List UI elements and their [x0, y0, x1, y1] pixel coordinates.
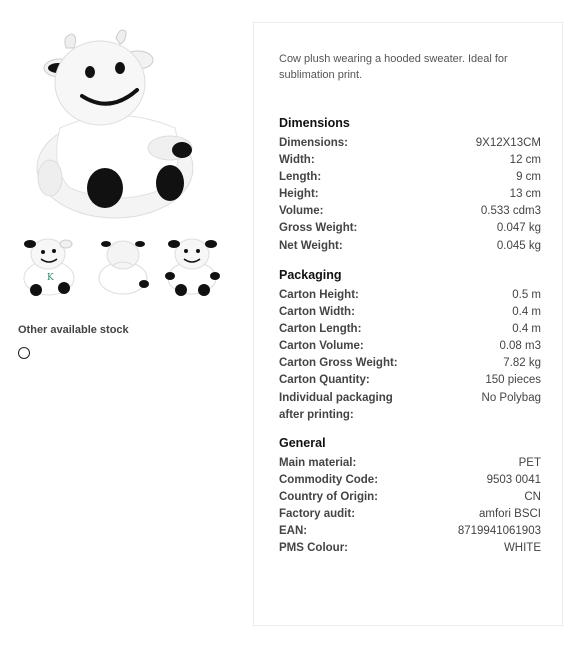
- spec-label: PMS Colour:: [279, 542, 348, 555]
- spec-row: [279, 186, 541, 203]
- spec-row: [279, 220, 541, 237]
- spec-row: [279, 321, 541, 338]
- spec-row: [279, 540, 541, 557]
- spec-row: [279, 355, 541, 372]
- spec-row: [279, 135, 541, 152]
- spec-value: WHITE: [503, 542, 541, 555]
- spec-label: Width:: [279, 154, 315, 167]
- spec-row: [279, 287, 541, 304]
- stock-radio-button[interactable]: [18, 347, 30, 359]
- spec-label: Gross Weight:: [279, 222, 358, 235]
- product-description: Cow plush wearing a hooded sweater. Ideal for sublimation print.: [279, 53, 508, 81]
- thumbnail-front-logo[interactable]: [18, 228, 80, 298]
- spec-value: 0.045 kg: [496, 239, 541, 252]
- spec-label: Carton Width:: [279, 306, 355, 319]
- general-section: [279, 435, 541, 558]
- spec-label: Dimensions:: [279, 137, 349, 149]
- spec-label: Carton Quantity:: [279, 374, 370, 387]
- spec-row: [279, 455, 541, 472]
- spec-label: Commodity Code:: [279, 474, 379, 487]
- spec-value: amfori BSCI: [479, 508, 541, 521]
- packaging-section: [279, 267, 541, 424]
- spec-row: [279, 338, 541, 355]
- spec-row: [279, 372, 541, 389]
- spec-row: [279, 238, 541, 255]
- svg-text:K: K: [47, 273, 54, 283]
- spec-row: [279, 203, 541, 220]
- other-stock-label: Other available stock: [18, 324, 129, 336]
- spec-row: [279, 169, 541, 186]
- product-gallery: [0, 0, 250, 651]
- spec-label: Net Weight:: [279, 239, 343, 252]
- thumbnail-back[interactable]: [92, 228, 154, 298]
- spec-row: [279, 506, 541, 523]
- spec-value: 0.533 cdm3: [480, 205, 541, 218]
- spec-value: 150 pieces: [485, 374, 541, 387]
- dimensions-section: [279, 115, 541, 255]
- spec-row: [279, 489, 541, 506]
- spec-label: Height:: [279, 188, 319, 201]
- spec-row: [279, 472, 541, 489]
- spec-value: 13 cm: [509, 188, 541, 201]
- spec-value: 9X12X13CM: [475, 137, 541, 149]
- spec-value: 0.08 m3: [499, 340, 541, 353]
- spec-value: 0.4 m: [512, 306, 541, 319]
- spec-value: 0.5 m: [512, 289, 541, 301]
- spec-label: Carton Gross Weight:: [279, 357, 398, 370]
- spec-label: Carton Height:: [279, 289, 359, 301]
- spec-value: 9503 0041: [486, 474, 541, 487]
- spec-label: Country of Origin:: [279, 491, 379, 504]
- spec-label: Main material:: [279, 457, 357, 469]
- spec-value: 8719941061903: [457, 525, 541, 538]
- section-title-general: General: [279, 436, 326, 450]
- spec-label: Volume:: [279, 205, 324, 218]
- spec-label: Length:: [279, 171, 322, 184]
- spec-row: [279, 390, 541, 424]
- spec-label: Individual packaging after printing:: [279, 391, 393, 421]
- spec-value: 0.047 kg: [496, 222, 541, 235]
- spec-value: No Polybag: [481, 391, 541, 404]
- thumbnail-strip: [18, 228, 228, 300]
- spec-row: [279, 152, 541, 169]
- section-title-dimensions: Dimensions: [279, 116, 350, 130]
- spec-value: 7.82 kg: [503, 357, 541, 370]
- spec-label: EAN:: [279, 525, 308, 538]
- spec-label: Factory audit:: [279, 508, 356, 521]
- spec-value: PET: [518, 457, 541, 469]
- spec-value: 12 cm: [509, 154, 541, 167]
- spec-value: 0.4 m: [512, 323, 541, 336]
- product-details-panel: [253, 22, 563, 626]
- spec-label: Carton Length:: [279, 323, 362, 336]
- spec-label: Carton Volume:: [279, 340, 364, 353]
- spec-row: [279, 304, 541, 321]
- section-title-packaging: Packaging: [279, 268, 342, 282]
- main-product-image: [20, 18, 210, 223]
- thumbnail-front[interactable]: [161, 228, 223, 298]
- spec-value: 9 cm: [516, 171, 541, 184]
- spec-row: [279, 523, 541, 540]
- spec-value: CN: [524, 491, 541, 504]
